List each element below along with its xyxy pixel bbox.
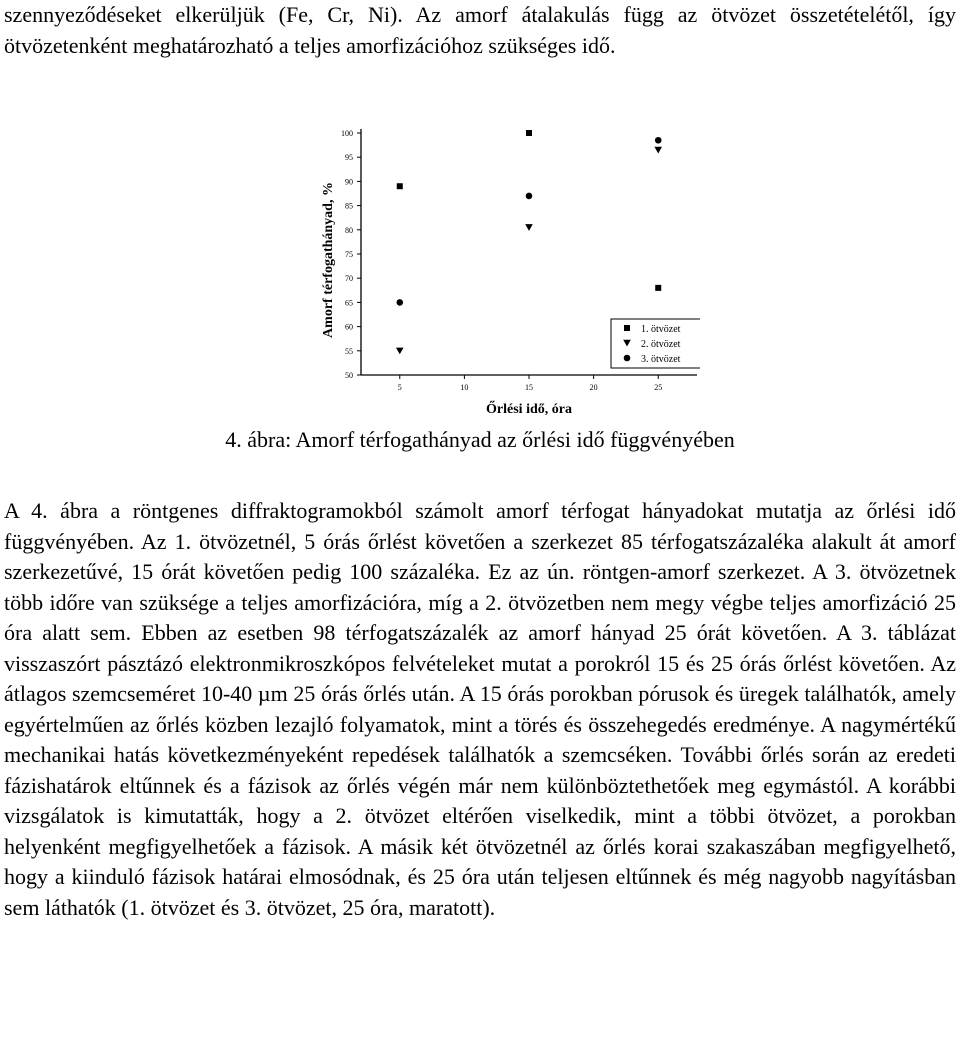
data-point-series-1 [526,130,532,136]
data-point-series-1 [397,183,403,189]
data-point-series-3 [655,137,662,144]
y-tick-label: 75 [345,250,353,259]
y-tick-label: 55 [345,346,353,356]
data-point-series-1 [655,285,661,291]
x-tick-label: 10 [460,383,469,392]
data-point-series-3 [526,193,533,200]
y-tick-label: 70 [345,274,353,284]
y-tick-label: 60 [345,322,353,332]
body-paragraph: A 4. ábra a röntgenes diffraktogramokból számolt amorf térfogat hányadokat mutatja az őrlési idő függvényében. Az 1. ötvözetnél, 5 órás őrlést követően a szerkezet 85 térfogatszázaléka alakult át amorf szerkezetűvé, 15 órát követően pedig 100 százaléka. Ez az ún. röntgen-amorf szerkezet. A 3. ötvözetnek több időre van szüksége a teljes amorfizációra, míg a 2. ötvözetben nem megy végbe teljes amorfizáció 25 óra alatt sem. Ebben az esetben 98 térfogatszázalék az amorf hányad 25 órát követően. A 3. táblázat visszaszórt pásztázó elektronmikroszkópos felvételeket mutat a porokról 15 és 25 órás őrlést követően. Az átlagos szemcseméret 10-40 µm 25 órás őrlés után. A 15 órás porokban pórusok és üregek találhatók, amely egyértelműen az őrlés közben lezajló folyamatok, mint a törés és összehegedés eredménye. A nagymértékű mechanikai hatás következményeként repedések találhatók a szemcséken. További őrlés során az eredeti fázishatárok eltűnnek és a fázisok az őrlés végén már nem különböztethetőek meg egymástól. A korábbi vizsgálatok is kimutatták, hogy a 2. ötvözet eltérően viselkedik, mint a többi ötvözet, a porokban helyenként megfigyelhetőek a fázisok. A másik két ötvözetnél az őrlés korai szakaszában megfigyelhető, hogy a kiinduló fázisok határai elmosódnak, és 25 óra után teljesen eltűnnek és még nagyobb nagyításban sem láthatók (1. ötvözet és 3. ötvözet, 25 óra, maratott). [4,498,956,920]
data-point-series-2 [654,147,662,154]
legend-marker-1 [624,325,630,331]
y-axis-label: Amorf térfogathányad, % [321,182,336,338]
x-tick-label: 15 [525,383,533,392]
legend-label-2: 2. ötvözet [641,339,681,350]
legend-label-1: 1. ötvözet [641,324,681,335]
intro-paragraph: szennyeződéseket elkerüljük (Fe, Cr, Ni). Az amorf átalakulás függ az ötvözet összetételétől, így ötvözetenként meghatározható a teljes amorfizációhoz szükséges idő. [4,2,956,58]
y-tick-label: 95 [345,153,353,163]
y-tick-label: 50 [345,371,353,380]
x-tick-label: 25 [654,383,663,392]
figure-caption: 4. ábra: Amorf térfogathányad az őrlési idő függvényében [225,427,735,452]
y-tick-label: 80 [345,225,353,235]
legend-marker-2 [623,340,631,347]
x-tick-label: 20 [589,383,598,392]
y-tick-label: 90 [345,177,353,187]
y-tick-label: 85 [345,201,353,211]
x-axis-label: Őrlési idő, óra [486,402,572,417]
y-tick-label: 100 [341,129,353,138]
y-tick-label: 65 [345,298,353,308]
legend-label-3: 3. ötvözet [641,354,681,365]
data-point-series-2 [525,224,533,231]
data-point-series-2 [396,348,404,355]
data-point-series-3 [396,299,403,306]
amorphous-fraction-chart [300,118,700,418]
x-tick-label: 5 [397,383,402,392]
legend-marker-3 [624,355,631,362]
